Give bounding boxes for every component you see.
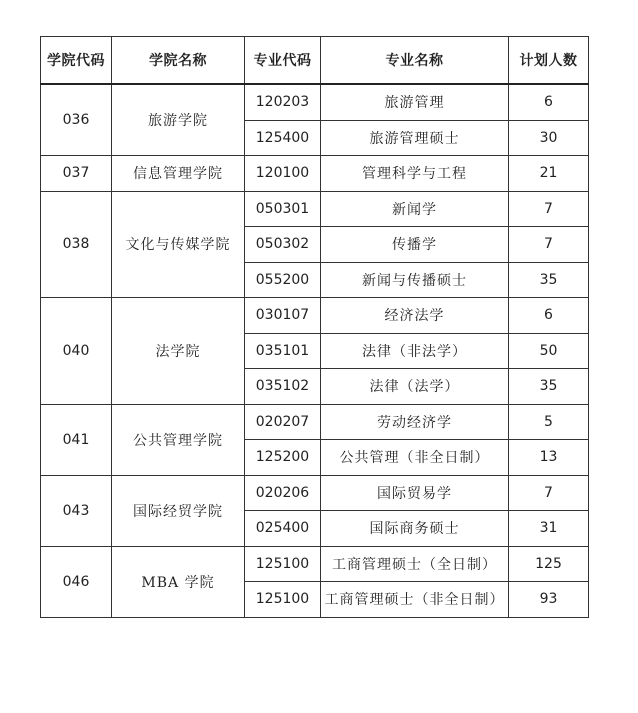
plan-count: 35 (509, 262, 589, 298)
plan-count: 93 (509, 582, 589, 618)
college-code: 036 (41, 84, 112, 156)
college-name: MBA 学院 (112, 546, 245, 617)
college-code: 037 (41, 156, 112, 192)
college-name: 公共管理学院 (112, 404, 245, 475)
major-code: 050301 (245, 191, 321, 227)
major-code: 125400 (245, 120, 321, 156)
major-name: 法律（法学） (321, 369, 509, 405)
major-code: 055200 (245, 262, 321, 298)
major-name: 工商管理硕士（全日制） (321, 546, 509, 582)
college-name: 旅游学院 (112, 84, 245, 156)
table-row (41, 191, 589, 227)
major-code: 030107 (245, 298, 321, 334)
major-name: 传播学 (321, 227, 509, 263)
plan-count: 35 (509, 369, 589, 405)
major-code: 125200 (245, 440, 321, 476)
plan-count: 7 (509, 227, 589, 263)
major-name: 管理科学与工程 (321, 156, 509, 192)
plan-count: 7 (509, 475, 589, 511)
major-name: 国际贸易学 (321, 475, 509, 511)
header-row (41, 37, 589, 85)
major-code: 120100 (245, 156, 321, 192)
plan-count: 5 (509, 404, 589, 440)
college-code: 041 (41, 404, 112, 475)
header-college-code: 学院代码 (41, 37, 112, 85)
table-row (41, 156, 589, 192)
major-code: 035101 (245, 333, 321, 369)
major-code: 125100 (245, 582, 321, 618)
major-name: 公共管理（非全日制） (321, 440, 509, 476)
plan-count: 21 (509, 156, 589, 192)
major-name: 工商管理硕士（非全日制） (321, 582, 509, 618)
major-name: 新闻学 (321, 191, 509, 227)
college-code: 040 (41, 298, 112, 405)
plan-count: 31 (509, 511, 589, 547)
plan-count: 13 (509, 440, 589, 476)
major-code: 020207 (245, 404, 321, 440)
major-name: 劳动经济学 (321, 404, 509, 440)
major-name: 经济法学 (321, 298, 509, 334)
major-name: 旅游管理硕士 (321, 120, 509, 156)
major-code: 025400 (245, 511, 321, 547)
plan-count: 6 (509, 84, 589, 120)
table-row (41, 475, 589, 511)
plan-count: 30 (509, 120, 589, 156)
major-code: 050302 (245, 227, 321, 263)
header-college-name: 学院名称 (112, 37, 245, 85)
college-name: 法学院 (112, 298, 245, 405)
header-major-code: 专业代码 (245, 37, 321, 85)
major-name: 新闻与传播硕士 (321, 262, 509, 298)
plan-count: 125 (509, 546, 589, 582)
header-major-name: 专业名称 (321, 37, 509, 85)
college-name: 信息管理学院 (112, 156, 245, 192)
major-code: 125100 (245, 546, 321, 582)
table-row (41, 546, 589, 582)
major-name: 旅游管理 (321, 84, 509, 120)
major-code: 035102 (245, 369, 321, 405)
enrollment-plan-table (40, 36, 589, 618)
college-name: 国际经贸学院 (112, 475, 245, 546)
plan-count: 50 (509, 333, 589, 369)
college-code: 038 (41, 191, 112, 298)
major-code: 020206 (245, 475, 321, 511)
header-plan-count: 计划人数 (509, 37, 589, 85)
major-code: 120203 (245, 84, 321, 120)
major-name: 法律（非法学） (321, 333, 509, 369)
table-row (41, 84, 589, 120)
college-code: 043 (41, 475, 112, 546)
college-code: 046 (41, 546, 112, 617)
college-name: 文化与传媒学院 (112, 191, 245, 298)
plan-count: 7 (509, 191, 589, 227)
table-row (41, 404, 589, 440)
major-name: 国际商务硕士 (321, 511, 509, 547)
plan-count: 6 (509, 298, 589, 334)
table-row (41, 298, 589, 334)
